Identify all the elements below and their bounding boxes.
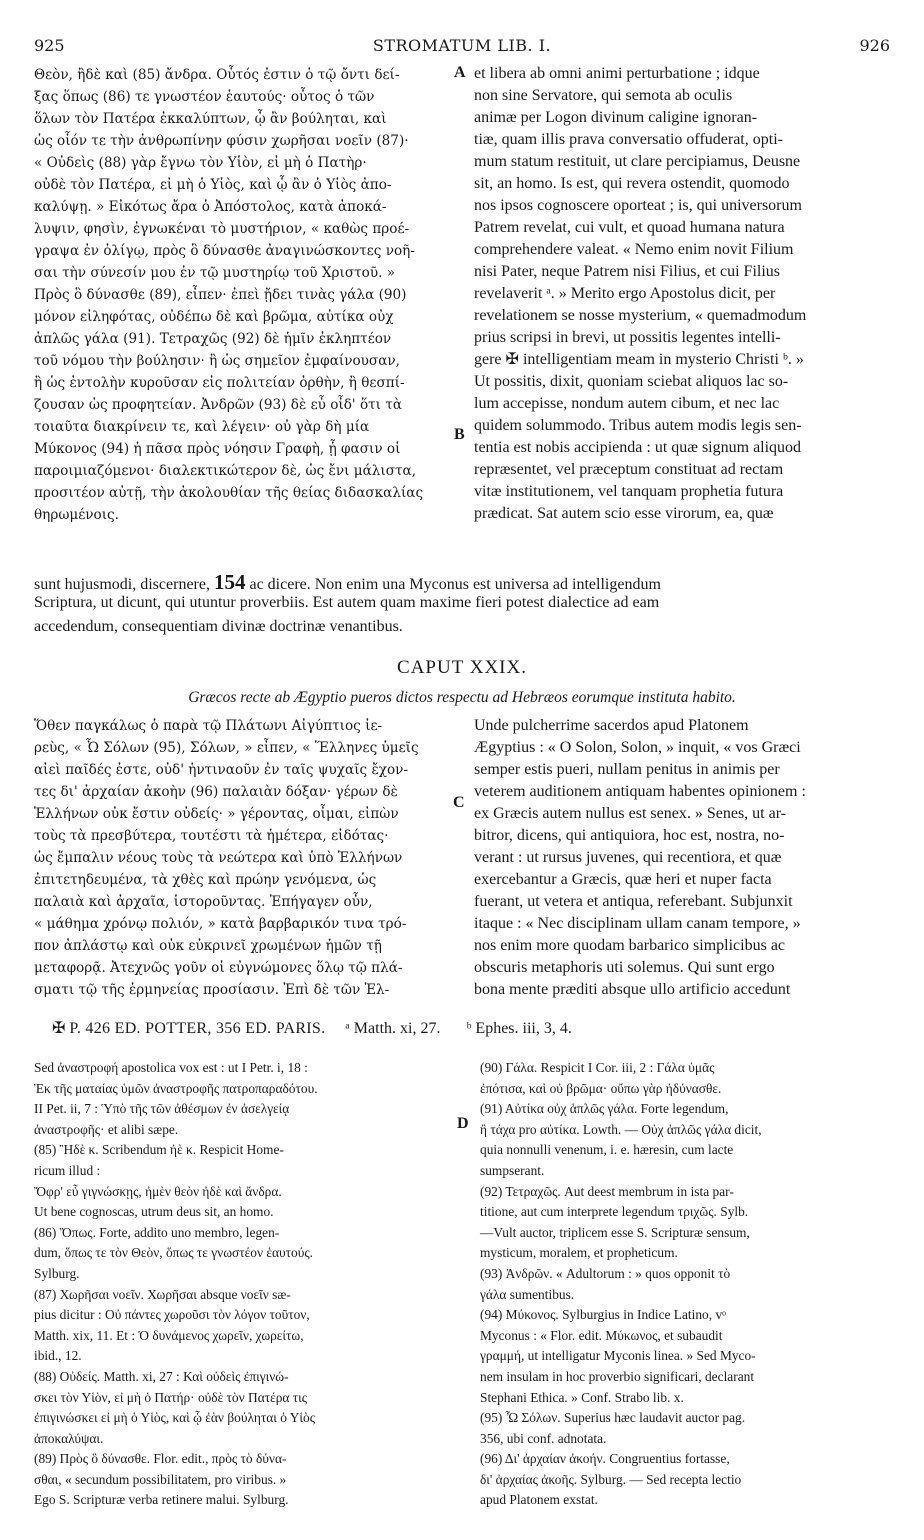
latin-text-line: itaque : « Nec disciplinam ullam canam tempore, » [474, 915, 801, 932]
footnote-line: (89) Πρὸς ὃ δύνασθε. Flor. edit., πρὸς τὸ δύνα- [34, 1451, 287, 1467]
latin-text-line: repræsentet, vel præceptum constituat ad rectam [474, 461, 784, 478]
footnote-line: ἀναστροφῆς· et alibi sæpe. [34, 1121, 179, 1137]
edition-pages: P. 426 ED. POTTER, 356 ED. PARIS. [69, 1020, 326, 1037]
margin-marker-a: A [454, 64, 466, 81]
footnote-line: (92) Τετραχῶς. Aut deest membrum in ista par- [480, 1183, 734, 1199]
greek-text-line: « Οὐδεὶς (88) γὰρ ἔγνω τὸν Υἱὸν, εἰ μὴ ὁ Πατὴρ· [34, 155, 367, 171]
greek-text-line: Μύκονος (94) ἡ πᾶσα πρὸς νόησιν Γραφὴ, ᾗ φασιν οἱ [34, 441, 401, 457]
footnote-line: apud Platonem exstat. [480, 1492, 598, 1508]
footnote-ref-b: ᵇ Ephes. iii, 3, 4. [466, 1020, 572, 1037]
margin-marker-d: D [457, 1115, 469, 1132]
footnote-line: Sed ἀναστροφή apostolica vox est : ut I Petr. i, 18 : [34, 1060, 308, 1075]
footnote-line: Sylburg. [34, 1265, 80, 1281]
greek-text-line: ὡς ἔμπαλιν νέους τοὺς τὰ νεώτερα καὶ ὑπὸ Ἑλλήνων [34, 850, 403, 866]
greek-text-line: ὅλων τὸν Πατέρα ἐκκαλύπτων, ᾧ ἂν βούληται, καὶ [34, 111, 387, 127]
latin-text-line: Ægyptius : « O Solon, Solon, » inquit, « vos Græci [474, 739, 801, 756]
margin-marker-c: C [453, 794, 465, 811]
footnote-line: (94) Μύκονος. Sylburgius in Indice Latino, vᵒ [480, 1307, 727, 1323]
latin-text-line: et libera ab omni animi perturbatione ; idque [474, 65, 760, 82]
footnote-line: σθαι, « secundum possibilitatem, pro viribus. » [34, 1471, 287, 1487]
latin-text-line: quidem solummodo. Tribus autem modis legis sen- [474, 417, 802, 434]
footnote-line: ἢ τάχα pro αὐτίκα. Lowth. — Οὐχ ἁπλῶς γάλα dicit, [480, 1121, 762, 1137]
latin-text-line: prius scripsi in brevi, ut possitis legentes intelli- [474, 329, 781, 346]
footnote-line: Stephani Ethica. » Conf. Strabo lib. x. [480, 1389, 684, 1405]
greek-text-line: ζουσαν ὡς προφητείαν. Ἀνδρῶν (93) δὲ εὖ οἶδ' ὅτι τὰ [34, 397, 403, 413]
greek-text-line: παλαιὰ καὶ ἀρχαῖα, ἱστοροῦντας. Ἐπήγαγεν οὖν, [34, 894, 373, 910]
latin-text-line: bitror, dicens, qui antiquiora, hoc est, nostra, no- [474, 827, 785, 844]
margin-marker-b: B [454, 426, 465, 443]
greek-text-line: τοὺς τὰ πρεσβύτερα, τουτέστι τὰ ἡμέτερα, εἰδότας· [34, 828, 389, 844]
footnote-line: γάλα sumentibus. [480, 1286, 575, 1302]
latin-text-line: verant : ut rursus juvenes, qui recentiora, et quæ [474, 849, 782, 866]
latin-text-line: revelaverit ᵃ. » Merito ergo Apostolus dicit, per [474, 285, 776, 302]
footnote-line: Ὄφρ' εὖ γιγνώσκῃς, ἠμὲν θεὸν ἠδὲ καὶ ἄνδρα. [34, 1183, 282, 1199]
greek-text-line: παροιμιαζόμενοι· διαλεκτικώτερον δὲ, ὡς ἔνι μάλιστα, [34, 463, 417, 479]
footnote-line: nem insulam in hoc proverbio significari, declarant [480, 1368, 755, 1384]
footnote-line: (90) Γάλα. Respicit I Cor. iii, 2 : Γάλα ὑμᾶς [480, 1060, 715, 1075]
latin-text-line: animæ per Logon divinum caligine ignoran- [474, 109, 758, 126]
footnote-line: ἐπιγινώσκει εἰ μὴ ὁ Υἱὸς, καὶ ᾧ ἐὰν βούληται ὁ Υἱὸς [34, 1410, 316, 1426]
latin-full-line-2: Scriptura, ut dicunt, qui utuntur proverbiis. Est autem quam maxime fieri potest dialectice ad eam [34, 594, 660, 611]
footnote-line: Matth. xix, 11. Et : Ὁ δυνάμενος χωρεῖν, χωρείτω, [34, 1327, 304, 1343]
running-title: STROMATUM LIB. I. [372, 36, 552, 55]
section-number: 154 [213, 570, 246, 594]
page-number-right: 926 [859, 36, 890, 55]
greek-text-line: ἢ ὡς ἐντολὴν κυροῦσαν εἰς πολιτείαν ὀρθὴν, ἢ θεσπί- [34, 375, 405, 391]
page-number-left: 925 [34, 36, 65, 55]
greek-text-line: ρεὺς, « Ὦ Σόλων (95), Σόλων, » εἶπεν, « Ἕλληνες ὑμεῖς [34, 740, 419, 756]
greek-text-line: Ὅθεν παγκάλως ὁ παρὰ τῷ Πλάτωνι Αἰγύπτιος ἱε- [34, 718, 383, 734]
footnote-line: pius dicitur : Οὐ πάντες χωροῦσι τὸν λόγον τοῦτον, [34, 1307, 310, 1323]
greek-text-line: τοιαῦτα διακρίνειν τε, καὶ λέγειν· οὐ γὰρ δὴ μία [34, 419, 370, 435]
greek-text-line: τοῦ νόμου τὴν βούλησιν· ἢ ὡς σημεῖον ἐμφαίνουσαν, [34, 353, 400, 369]
footnote-line: δι' ἀρχαίας ἀκοῆς. Sylburg. — Sed recepta lectio [480, 1471, 742, 1487]
footnote-line: Ego S. Scripturæ verba retinere malui. Sylburg. [34, 1492, 289, 1508]
footnote-line: γραμμή, ut intelligatur Myconis linea. » Sed Myco- [480, 1348, 756, 1364]
greek-text-line: Θεὸν, ἢδὲ καὶ (85) ἄνδρα. Οὗτός ἐστιν ὁ τῷ ὄντι δεί- [34, 67, 400, 83]
latin-full-line-3: accedendum, consequentiam divinæ doctrinæ venantibus. [34, 618, 403, 635]
greek-text-line: ἐπιτετηδευμένα, τὰ χθὲς καὶ πρώην γενόμενα, ὡς [34, 872, 377, 888]
greek-text-line: μόνον εἰληφότας, οὐδέπω δὲ καὶ βρῶμα, αὐτίκα οὐχ [34, 309, 394, 325]
latin-text-line: lum accepisse, nondum autem cibum, et nec lac [474, 395, 780, 412]
greek-text-line: « μάθημα χρόνῳ πολιόν, » κατὰ βαρβαρικόν τινα τρό- [34, 916, 407, 932]
footnote-line: ἀποκαλύψαι. [34, 1430, 104, 1446]
greek-text-line: Πρὸς ὃ δύνασθε (89), εἶπεν· ἐπεὶ ᾔδει τινὰς γάλα (90) [34, 287, 407, 303]
greek-text-line: μεταφορᾷ. Ἀτεχνῶς γοῦν οἱ εὐγνώμονες ὅλῳ τῷ πλά- [34, 960, 403, 976]
footnote-line: (85) Ἢδὲ κ. Scribendum ἠὲ κ. Respicit Home- [34, 1142, 284, 1158]
chapter-title: CAPUT XXIX. [397, 657, 527, 678]
greek-text-line: σματι τῷ τῆς ἑρμηνείας προσίασιν. Ἐπὶ δὲ τῶν Ἑλ- [34, 982, 390, 998]
latin-text-line: nos ipsos cognoscere oporteat ; is, qui universorum [474, 197, 802, 214]
footnote-line: mysticum, moralem, et propheticum. [480, 1245, 678, 1261]
greek-text-line: προσιτέον αὐτῇ, τὴν ἀκολουθίαν τῆς θείας διδασκαλίας [34, 485, 424, 501]
latin-full-line-1: sunt hujusmodi, discernere, 154 ac dicere. Non enim una Myconus est universa ad intelligendum [34, 570, 661, 594]
greek-text-line: οὐδὲ τὸν Πατέρα, εἰ μὴ ὁ Υἱὸς, καὶ ᾧ ἂν ὁ Υἱὸς ἀπο- [34, 177, 392, 193]
footnote-ref-a: ᵃ Matth. xi, 27. [345, 1020, 441, 1037]
latin-text-line: exercebantur a Græcis, quæ heri et nuper facta [474, 871, 772, 888]
latin-text-line: semper estis pueri, nullam penitus in animis per [474, 761, 780, 778]
footnote-line: ricum illud : [34, 1162, 101, 1178]
latin-text-line: mum statum restituit, ut clare percipiamus, Deusne [474, 153, 801, 170]
footnote-line: ibid., 12. [34, 1348, 82, 1364]
latin-text-line: Unde pulcherrime sacerdos apud Platonem [474, 717, 749, 734]
footnote-line: σκει τὸν Υἱὸν, εἰ μὴ ὁ Πατήρ· οὐδὲ τὸν Πατέρα τις [34, 1389, 308, 1405]
latin-text-line: Ut possitis, dixit, quoniam sciebat aliquos lac so- [474, 373, 789, 390]
greek-text-line: θηρωμένοις. [34, 507, 119, 523]
footnote-line: (91) Αὐτίκα οὐχ ἁπλῶς γάλα. Forte legendum, [480, 1101, 729, 1117]
greek-text-line: σαι τὴν σύνεσίν μου ἐν τῷ μυστηρίῳ τοῦ Χριστοῦ. » [34, 265, 396, 281]
greek-text-line: τες δι' ἀρχαίαν ἀκοὴν (96) παλαιὰν δόξαν· γέρων δὲ [34, 784, 398, 800]
latin-text-line: Patrem revelat, cui vult, et quoad humana natura [474, 219, 785, 236]
footnote-line: sumpserant. [480, 1162, 545, 1178]
footnote-line: (87) Χωρῆσαι νοεῖν. Χωρῆσαι absque νοεῖν sæ- [34, 1286, 291, 1302]
footnote-line: Ἐκ τῆς ματαίας ὑμῶν ἀναστροφῆς πατροπαραδότου. [34, 1080, 318, 1096]
latin-text-line: tiæ, quam illis prava conversatio offuderat, opti- [474, 131, 783, 148]
footnote-line: ἐπότισα, καὶ οὐ βρῶμα· οὔπω γὰρ ἠδύνασθε. [480, 1080, 722, 1096]
greek-text-line: ἁπλῶς γάλα (91). Τετραχῶς (92) δὲ ἡμῖν ἐκληπτέον [34, 331, 392, 347]
cross-symbol: ✠ [52, 1020, 66, 1037]
latin-text-line: nisi Pater, neque Patrem nisi Filius, et cui Filius [474, 263, 781, 280]
footnote-line: (95) Ὦ Σόλων. Superius hæc laudavit auctor pag. [480, 1410, 746, 1426]
latin-column-middle [474, 715, 806, 1001]
latin-text-line: vitæ institutionem, vel tanquam prophetia futura [474, 483, 784, 500]
latin-text-line: prædicat. Sat autem scio esse virorum, ea, quæ [474, 505, 774, 522]
notes-column-left [34, 1058, 318, 1511]
notes-column-right [480, 1058, 762, 1511]
greek-column-top [34, 64, 423, 526]
latin-column-top [474, 63, 806, 525]
footnote-line: 356, ubi conf. adnotata. [480, 1430, 607, 1446]
latin-text-line: fuerant, ut vetera et antiqua, referebant. Subjunxit [474, 893, 793, 910]
latin-text-line: obscuris metaphoris uti solemus. Qui sunt ergo [474, 959, 775, 976]
footnote-line: II Pet. ii, 7 : Ὑπὸ τῆς τῶν ἀθέσμων ἐν ἀσελγείᾳ [34, 1101, 290, 1117]
footnote-line: (93) Ἀνδρῶν. « Adultorum : » quos opponit τὸ [480, 1265, 731, 1281]
latin-text-line: non sine Servatore, qui semota ab oculis [474, 87, 733, 104]
greek-text-line: αἰεὶ παῖδές ἐστε, οὐδ' ἡντιναοῦν ἐν ταῖς ψυχαῖς ἔχον- [34, 762, 409, 778]
latin-text-line: bona mente præditi absque ullo artificio accedunt [474, 981, 791, 998]
greek-text-line: γραψα ἐν ὀλίγῳ, πρὸς ὃ δύνασθε ἀναγινώσκοντες νοῆ- [34, 243, 415, 259]
latin-text-line: sit, an homo. Is est, qui revera ostendit, quomodo [474, 175, 790, 192]
latin-text-line: nos enim more quodam barbarico simplicibus ac [474, 937, 786, 954]
latin-text-line: veterem auditionem antiquam habentes opinionem : [474, 783, 806, 800]
greek-column-middle [34, 715, 419, 1001]
greek-text-line: Ἑλλήνων οὐκ ἔστιν οὐδείς· » γέροντας, οἶμαι, εἰπὼν [34, 806, 399, 822]
latin-text-line: tentia est nobis accipienda : ut quæ signum aliquod [474, 439, 802, 456]
latin-text-line: comprehendere valeat. « Nemo enim novit Filium [474, 241, 794, 258]
footnote-line: —Vult auctor, triplicem esse S. Scripturæ sensum, [480, 1224, 750, 1240]
footnote-line: titione, aut cum interprete legendum τριχῶς. Sylb. [480, 1204, 749, 1220]
latin-text-line: gere ✠ intelligentiam meam in mysterio Christi ᵇ. » [474, 351, 804, 368]
greek-text-line: καλύψῃ. » Εἰκότως ἄρα ὁ Ἀπόστολος, κατὰ ἀποκά- [34, 199, 387, 215]
latin-text-line: ex Græcis autem nullus est senex. » Senes, ut ar- [474, 805, 787, 822]
edition-reference-line [52, 1018, 572, 1038]
footnote-line: (96) Δι' ἀρχαίαν ἀκοήν. Congruentius fortasse, [480, 1451, 730, 1467]
footnote-line: Ut bene cognoscas, utrum deus sit, an homo. [34, 1204, 274, 1220]
greek-text-line: λυψιν, φησὶν, ἐγνωκέναι τὸ μυστήριον, « καθὼς προέ- [34, 221, 410, 237]
greek-text-line: πον ἀπλάστῳ καὶ οὐκ εὐκρινεῖ χρωμένων ἡμῶν τῇ [34, 938, 382, 954]
greek-text-line: ὡς οἷόν τε τὴν ἀνθρωπίνην φύσιν χωρῆσαι νοεῖν (87)· [34, 133, 409, 149]
footnote-line: Myconus : « Flor. edit. Μύκωνος, et subaudit [480, 1327, 723, 1343]
footnote-line: quia nonnulli venenum, i. e. hæresin, cum lacte [480, 1142, 734, 1158]
greek-text-line: ξας ὅπως (86) τε γνωστέον ἑαυτούς· οὗτος ὁ τῶν [34, 89, 375, 105]
latin-text-line: revelationem se nosse mysterium, « quemadmodum [474, 307, 807, 324]
footnote-line: (88) Οὐδείς. Matth. xi, 27 : Καὶ οὐδεὶς ἐπιγινώ- [34, 1368, 289, 1384]
page-header [34, 36, 890, 56]
footnote-line: (86) Ὅπως. Forte, addito uno membro, legen- [34, 1224, 280, 1240]
chapter-subtitle: Græcos recte ab Ægyptio pueros dictos respectu ad Hebræos eorumque instituta habito. [188, 689, 736, 706]
footnote-line: dum, ὅπως τε τὸν Θεὸν, ὅπως τε γνωστέον ἑαυτούς. [34, 1245, 313, 1261]
